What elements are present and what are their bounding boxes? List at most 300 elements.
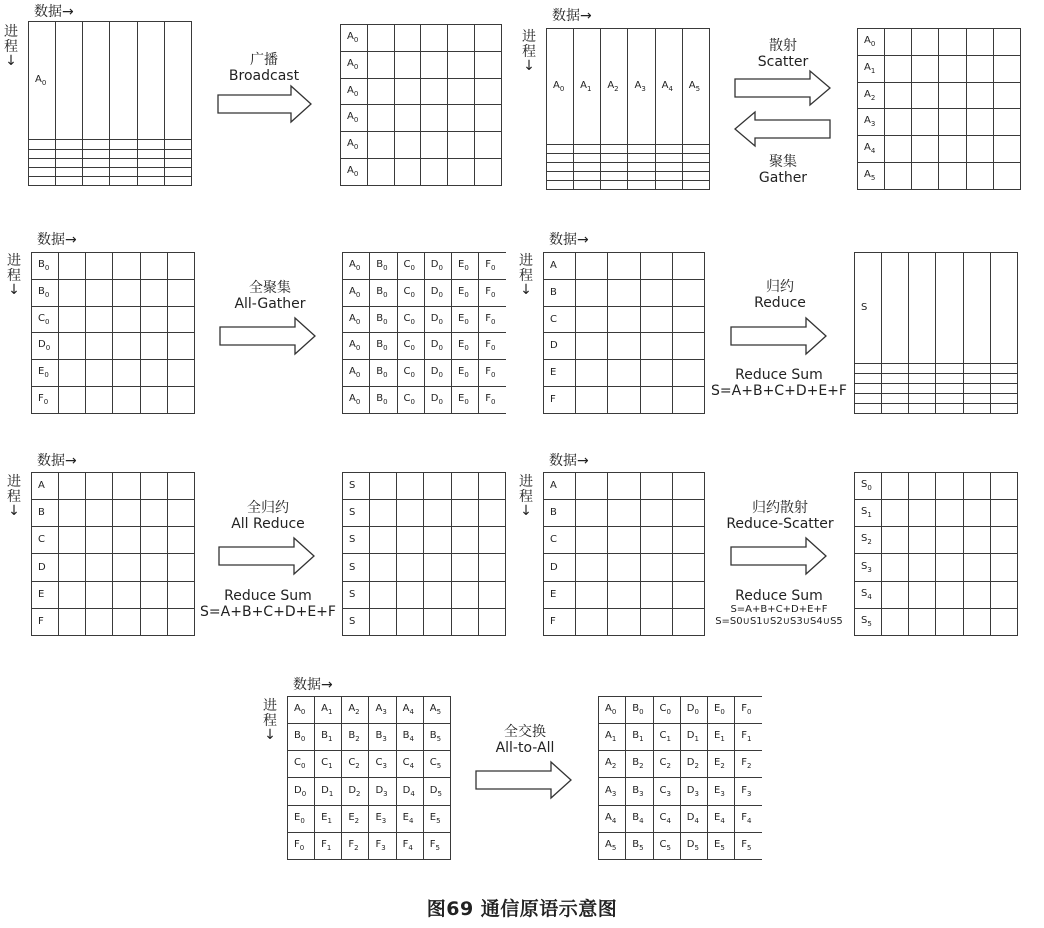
grid-cell xyxy=(167,360,194,387)
grid-cell xyxy=(640,473,672,500)
grid-cell xyxy=(370,527,397,554)
grid-cell: $E_1$ xyxy=(315,805,342,832)
grid-cell xyxy=(59,279,86,306)
grid-cell xyxy=(601,145,628,154)
grid-cell xyxy=(576,608,608,635)
grid-row xyxy=(547,154,710,163)
right-arrow-icon xyxy=(734,69,832,107)
grid-row xyxy=(855,383,1018,393)
grid-cell xyxy=(608,306,640,333)
grid-cell xyxy=(936,403,963,413)
grid-cell xyxy=(113,527,140,554)
process-axis-label: 进 程 ↓ xyxy=(519,253,533,299)
grid-cell: D xyxy=(544,554,576,581)
scatter-caption: 散射 Scatter xyxy=(757,38,809,71)
grid-cell: $D_0$ xyxy=(424,306,451,333)
grid-cell: $A_5$ xyxy=(682,29,709,145)
grid-cell xyxy=(475,105,502,132)
grid-cell xyxy=(885,109,912,136)
grid-cell xyxy=(113,306,140,333)
grid-cell: $B_0$ xyxy=(32,279,59,306)
grid-row xyxy=(341,78,502,105)
broadcast-input-grid xyxy=(28,21,192,186)
grid-cell xyxy=(601,163,628,172)
grid-cell xyxy=(475,25,502,52)
grid-cell: $E_2$ xyxy=(342,805,369,832)
grid-cell xyxy=(424,473,451,500)
all-to-all-output-grid xyxy=(598,696,762,860)
grid-cell xyxy=(993,55,1020,82)
grid-cell xyxy=(478,608,505,635)
grid-cell: $D_4$ xyxy=(680,805,707,832)
grid-cell xyxy=(113,473,140,500)
grid-cell xyxy=(140,608,167,635)
process-axis-label: 进 程 ↓ xyxy=(7,253,21,299)
grid-cell: $A_0$ xyxy=(341,105,368,132)
grid-row xyxy=(855,253,1018,364)
grid-cell xyxy=(448,25,475,52)
grid-cell xyxy=(421,51,448,78)
data-axis-label: 数据→ xyxy=(293,677,333,693)
grid-cell: $S_1$ xyxy=(855,500,882,527)
grid-cell: F xyxy=(32,608,59,635)
grid-cell xyxy=(113,360,140,387)
grid-cell: $F_0$ xyxy=(479,387,506,414)
grid-cell: $C_1$ xyxy=(653,724,680,751)
grid-cell xyxy=(475,132,502,159)
grid-cell xyxy=(86,608,113,635)
grid-cell xyxy=(912,55,939,82)
grid-cell xyxy=(576,527,608,554)
grid-cell: $E_0$ xyxy=(452,253,479,280)
grid-cell: $F_0$ xyxy=(479,253,506,280)
grid-cell: $F_5$ xyxy=(735,832,762,859)
right-arrow-icon xyxy=(730,536,828,576)
process-axis-label: 进 程 ↓ xyxy=(263,698,277,744)
grid-cell xyxy=(140,500,167,527)
grid-cell: $C_2$ xyxy=(342,751,369,778)
grid-row xyxy=(599,751,763,778)
grid-cell xyxy=(113,608,140,635)
grid-cell xyxy=(939,163,966,190)
grid-cell xyxy=(448,105,475,132)
grid-cell xyxy=(672,554,704,581)
grid-row xyxy=(858,163,1021,190)
grid-cell xyxy=(451,527,478,554)
grid-cell: $F_0$ xyxy=(479,333,506,360)
grid-cell: $A_0$ xyxy=(547,29,574,145)
grid-cell xyxy=(451,554,478,581)
grid-row xyxy=(855,363,1018,373)
data-axis-label: 数据→ xyxy=(549,453,589,469)
grid-cell: $S_0$ xyxy=(855,473,882,500)
grid-cell xyxy=(640,500,672,527)
grid-cell xyxy=(59,500,86,527)
grid-cell xyxy=(56,22,83,140)
grid-cell: $D_3$ xyxy=(369,778,396,805)
grid-cell: $A_0$ xyxy=(341,132,368,159)
grid-row xyxy=(544,527,705,554)
grid-cell xyxy=(672,253,704,280)
grid-cell xyxy=(164,176,191,185)
process-axis-label: 进 程 ↓ xyxy=(522,29,536,75)
grid-cell xyxy=(608,554,640,581)
grid-cell xyxy=(113,253,140,280)
grid-cell xyxy=(608,608,640,635)
grid-cell: B xyxy=(544,279,576,306)
grid-cell xyxy=(137,167,164,176)
grid-cell xyxy=(882,393,909,403)
grid-cell xyxy=(640,306,672,333)
grid-cell xyxy=(936,554,963,581)
grid-cell xyxy=(576,387,608,414)
grid-cell xyxy=(608,360,640,387)
grid-cell xyxy=(451,473,478,500)
grid-cell xyxy=(86,279,113,306)
grid-cell: $D_0$ xyxy=(424,333,451,360)
grid-cell: $B_5$ xyxy=(423,724,450,751)
grid-row xyxy=(858,29,1021,56)
grid-cell xyxy=(367,159,394,186)
grid-cell xyxy=(86,500,113,527)
grid-cell xyxy=(963,473,990,500)
grid-cell: $F_1$ xyxy=(315,832,342,859)
right-arrow-icon xyxy=(218,536,316,576)
grid-cell: $D_2$ xyxy=(680,751,707,778)
grid-cell xyxy=(424,554,451,581)
grid-cell: $C_2$ xyxy=(653,751,680,778)
grid-cell xyxy=(56,140,83,149)
grid-cell xyxy=(367,132,394,159)
all-gather-output-grid xyxy=(342,252,506,414)
grid-cell: A xyxy=(544,473,576,500)
grid-cell: $E_5$ xyxy=(708,832,735,859)
grid-cell xyxy=(370,500,397,527)
grid-cell xyxy=(672,387,704,414)
grid-cell: $D_5$ xyxy=(680,832,707,859)
grid-cell xyxy=(164,158,191,167)
grid-cell xyxy=(113,500,140,527)
grid-cell xyxy=(882,403,909,413)
grid-cell: $D_2$ xyxy=(342,778,369,805)
grid-cell: $F_2$ xyxy=(735,751,762,778)
grid-cell xyxy=(140,581,167,608)
grid-cell xyxy=(909,608,936,635)
grid-cell xyxy=(963,393,990,403)
grid-cell: $A_4$ xyxy=(858,136,885,163)
grid-cell xyxy=(936,383,963,393)
figure-title: 图69 通信原语示意图 xyxy=(426,898,618,920)
grid-cell xyxy=(885,29,912,56)
grid-row xyxy=(341,105,502,132)
grid-cell xyxy=(855,393,882,403)
grid-cell xyxy=(966,136,993,163)
grid-cell xyxy=(140,527,167,554)
grid-cell xyxy=(547,154,574,163)
reduce-scatter-caption: 归约散射 Reduce-Scatter xyxy=(726,500,834,533)
grid-cell xyxy=(140,387,167,414)
grid-cell xyxy=(885,136,912,163)
grid-cell xyxy=(885,55,912,82)
grid-cell xyxy=(608,527,640,554)
all-to-all-caption: 全交换 All-to-All xyxy=(495,724,555,757)
grid-cell: $D_0$ xyxy=(288,778,315,805)
grid-cell xyxy=(608,581,640,608)
grid-cell xyxy=(140,360,167,387)
grid-cell xyxy=(421,105,448,132)
grid-cell xyxy=(59,333,86,360)
grid-cell: $A_2$ xyxy=(858,82,885,109)
grid-cell: $F_4$ xyxy=(735,805,762,832)
grid-cell xyxy=(640,527,672,554)
grid-cell: $A_3$ xyxy=(628,29,655,145)
grid-cell xyxy=(963,554,990,581)
grid-cell xyxy=(83,140,110,149)
grid-cell xyxy=(990,383,1017,393)
reduce-output-grid xyxy=(854,252,1018,414)
grid-cell: $A_0$ xyxy=(343,306,370,333)
grid-cell xyxy=(990,581,1017,608)
grid-cell: $A_2$ xyxy=(599,751,626,778)
reduce-caption: 归约 Reduce xyxy=(754,279,806,312)
all-reduce-caption: 全归约 All Reduce xyxy=(231,500,305,533)
grid-cell xyxy=(167,253,194,280)
grid-cell: $D_0$ xyxy=(680,697,707,724)
grid-cell: $C_0$ xyxy=(397,387,424,414)
grid-row xyxy=(855,527,1018,554)
grid-cell xyxy=(936,581,963,608)
grid-cell xyxy=(939,55,966,82)
grid-row xyxy=(288,697,451,724)
grid-cell: S xyxy=(343,608,370,635)
grid-cell xyxy=(574,154,601,163)
grid-row xyxy=(547,29,710,145)
grid-row xyxy=(855,393,1018,403)
grid-cell: $A_2$ xyxy=(601,29,628,145)
grid-cell xyxy=(912,136,939,163)
grid-row xyxy=(858,109,1021,136)
grid-cell xyxy=(855,383,882,393)
grid-cell xyxy=(137,140,164,149)
grid-cell xyxy=(448,132,475,159)
grid-cell xyxy=(397,581,424,608)
grid-cell: $S_2$ xyxy=(855,527,882,554)
grid-cell: $A_0$ xyxy=(341,159,368,186)
grid-cell xyxy=(682,163,709,172)
grid-cell xyxy=(367,78,394,105)
grid-cell: $A_0$ xyxy=(858,29,885,56)
grid-cell xyxy=(576,279,608,306)
grid-cell xyxy=(912,163,939,190)
grid-cell xyxy=(672,608,704,635)
grid-cell: $E_1$ xyxy=(708,724,735,751)
grid-cell: $F_4$ xyxy=(396,832,423,859)
grid-cell xyxy=(990,253,1017,364)
grid-cell: $B_4$ xyxy=(626,805,653,832)
grid-row xyxy=(32,554,195,581)
grid-cell xyxy=(601,181,628,190)
grid-row xyxy=(544,473,705,500)
grid-cell: $D_0$ xyxy=(424,360,451,387)
grid-cell: $A_1$ xyxy=(858,55,885,82)
grid-cell: $E_0$ xyxy=(452,279,479,306)
grid-cell xyxy=(167,581,194,608)
grid-cell xyxy=(397,473,424,500)
grid-cell: $F_0$ xyxy=(288,832,315,859)
grid-cell: $C_4$ xyxy=(653,805,680,832)
grid-cell xyxy=(990,554,1017,581)
grid-cell xyxy=(936,500,963,527)
grid-cell xyxy=(576,473,608,500)
grid-cell: $A_0$ xyxy=(341,25,368,52)
grid-row xyxy=(858,55,1021,82)
grid-row xyxy=(343,608,506,635)
grid-cell: $C_1$ xyxy=(315,751,342,778)
reduce-scatter-sum-note: Reduce Sum S=A+B+C+D+E+F S=S0∪S1∪S2∪S3∪S4∪S5 xyxy=(715,588,843,627)
data-axis-label: 数据→ xyxy=(549,232,589,248)
grid-cell: $D_1$ xyxy=(680,724,707,751)
grid-cell xyxy=(394,132,421,159)
grid-cell: $A_3$ xyxy=(369,697,396,724)
grid-cell: $B_1$ xyxy=(315,724,342,751)
grid-row xyxy=(544,581,705,608)
all-gather-input-grid xyxy=(31,252,195,414)
grid-cell xyxy=(912,29,939,56)
grid-cell xyxy=(110,22,137,140)
grid-cell: $C_0$ xyxy=(397,333,424,360)
grid-cell xyxy=(397,554,424,581)
grid-cell xyxy=(167,500,194,527)
all-reduce-output-grid xyxy=(342,472,506,636)
grid-cell xyxy=(628,172,655,181)
grid-cell: $A_1$ xyxy=(599,724,626,751)
grid-cell xyxy=(628,145,655,154)
grid-cell: $E_0$ xyxy=(452,333,479,360)
grid-row xyxy=(544,387,705,414)
grid-cell xyxy=(164,167,191,176)
grid-cell xyxy=(655,154,682,163)
grid-cell xyxy=(140,473,167,500)
grid-cell xyxy=(59,554,86,581)
grid-cell xyxy=(909,527,936,554)
grid-cell xyxy=(640,279,672,306)
grid-cell: B xyxy=(544,500,576,527)
grid-cell xyxy=(59,581,86,608)
grid-cell: $A_5$ xyxy=(858,163,885,190)
grid-cell: $A_0$ xyxy=(343,253,370,280)
grid-cell: $D_0$ xyxy=(424,253,451,280)
data-axis-label: 数据→ xyxy=(552,8,592,24)
grid-row xyxy=(288,805,451,832)
grid-cell xyxy=(640,387,672,414)
grid-cell xyxy=(990,403,1017,413)
grid-cell xyxy=(86,360,113,387)
grid-cell xyxy=(478,581,505,608)
grid-cell xyxy=(475,159,502,186)
grid-cell xyxy=(608,387,640,414)
grid-cell xyxy=(86,473,113,500)
grid-row xyxy=(29,158,192,167)
grid-row xyxy=(32,387,195,414)
grid-cell xyxy=(113,333,140,360)
grid-cell xyxy=(939,29,966,56)
grid-cell: $B_5$ xyxy=(626,832,653,859)
grid-cell: $F_3$ xyxy=(369,832,396,859)
grid-cell xyxy=(547,163,574,172)
grid-cell xyxy=(59,306,86,333)
grid-cell xyxy=(451,608,478,635)
grid-cell xyxy=(936,363,963,373)
grid-row xyxy=(343,306,507,333)
grid-cell: S xyxy=(343,527,370,554)
grid-row xyxy=(288,778,451,805)
grid-row xyxy=(343,581,506,608)
grid-cell: $D_0$ xyxy=(424,387,451,414)
grid-cell: $B_1$ xyxy=(626,724,653,751)
grid-cell: E xyxy=(544,360,576,387)
grid-cell: S xyxy=(343,581,370,608)
grid-cell xyxy=(167,306,194,333)
grid-cell: $E_0$ xyxy=(32,360,59,387)
grid-cell xyxy=(56,149,83,158)
grid-cell: F xyxy=(544,608,576,635)
grid-row xyxy=(341,25,502,52)
grid-row xyxy=(855,403,1018,413)
grid-cell xyxy=(56,158,83,167)
grid-cell xyxy=(855,373,882,383)
grid-cell xyxy=(993,109,1020,136)
broadcast-output-grid xyxy=(340,24,502,186)
grid-cell xyxy=(370,473,397,500)
grid-cell xyxy=(110,176,137,185)
grid-cell: $C_3$ xyxy=(369,751,396,778)
grid-row xyxy=(32,608,195,635)
grid-cell xyxy=(137,158,164,167)
grid-cell xyxy=(167,333,194,360)
grid-cell xyxy=(936,393,963,403)
grid-cell: $C_0$ xyxy=(32,306,59,333)
grid-cell: $A_3$ xyxy=(858,109,885,136)
grid-cell: $A_4$ xyxy=(396,697,423,724)
grid-row xyxy=(544,500,705,527)
grid-cell: A xyxy=(32,473,59,500)
grid-cell xyxy=(478,527,505,554)
grid-cell xyxy=(29,158,56,167)
grid-row xyxy=(544,279,705,306)
grid-cell: $F_2$ xyxy=(342,832,369,859)
grid-cell xyxy=(640,333,672,360)
grid-row xyxy=(32,333,195,360)
grid-cell xyxy=(576,554,608,581)
grid-row xyxy=(544,608,705,635)
grid-cell xyxy=(936,527,963,554)
grid-cell xyxy=(963,527,990,554)
grid-cell xyxy=(672,279,704,306)
grid-cell xyxy=(370,554,397,581)
grid-cell xyxy=(855,363,882,373)
grid-cell xyxy=(29,176,56,185)
grid-cell: $B_0$ xyxy=(288,724,315,751)
grid-cell xyxy=(394,105,421,132)
grid-cell: $C_0$ xyxy=(288,751,315,778)
grid-row xyxy=(547,163,710,172)
grid-cell: $C_4$ xyxy=(396,751,423,778)
grid-cell xyxy=(939,109,966,136)
grid-cell xyxy=(993,163,1020,190)
grid-cell xyxy=(882,363,909,373)
grid-cell xyxy=(990,373,1017,383)
grid-cell xyxy=(59,608,86,635)
